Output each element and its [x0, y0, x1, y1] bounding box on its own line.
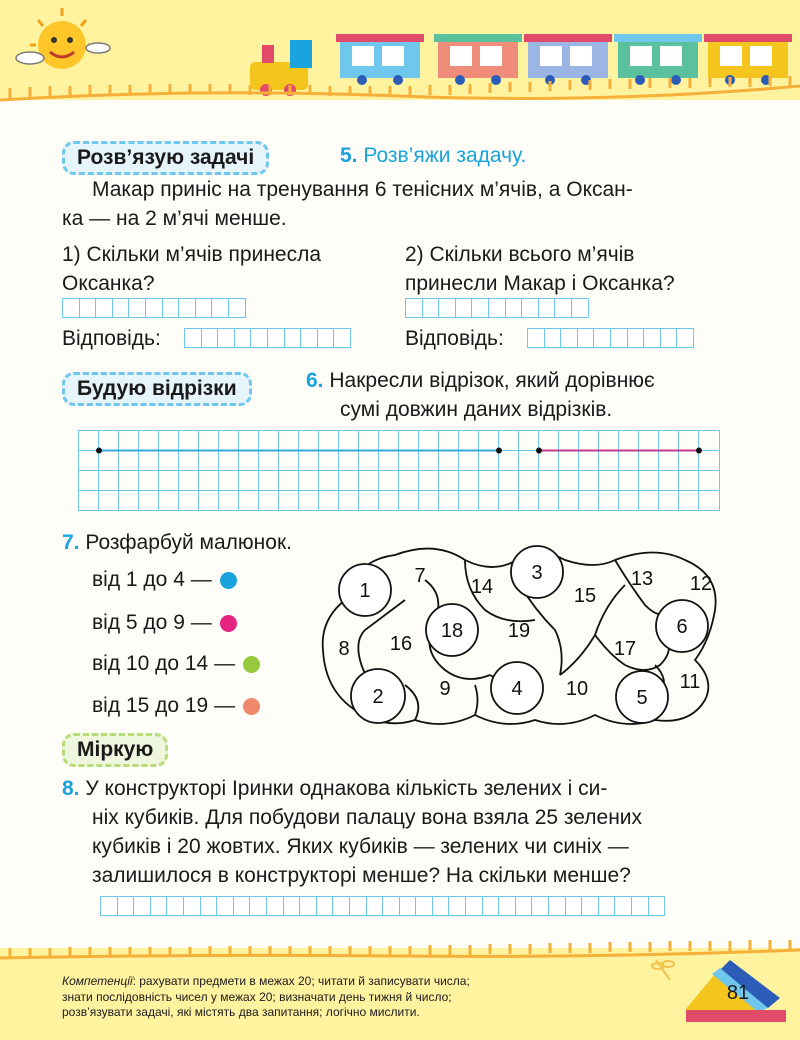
legend-dot-magenta — [220, 615, 237, 632]
task8-text-line1: У конструкторі Іринки однакова кількість зелених і си- — [85, 777, 608, 800]
header-illustration — [0, 0, 800, 120]
legend-label-4: від 15 до 19 — — [92, 694, 236, 717]
region-number: 17 — [613, 638, 637, 660]
region-number: 13 — [630, 568, 654, 590]
region-number: 15 — [573, 585, 597, 607]
task6-text-line1: Накресли відрізок, який дорівнює — [329, 369, 655, 392]
legend-label-1: від 1 до 4 — — [92, 568, 212, 591]
task6-grid[interactable] — [78, 430, 722, 514]
task6-line1 — [306, 366, 746, 395]
section-badge-solve: Розв’язую задачі — [62, 141, 269, 175]
region-number: 10 — [565, 678, 589, 700]
task5-q2-answer-cells[interactable] — [527, 328, 693, 348]
region-number: 12 — [689, 573, 713, 595]
region-number: 3 — [531, 562, 543, 584]
task5-q1-answer-cells[interactable] — [184, 328, 350, 348]
task5-q1-answer-label: Відповідь: — [62, 327, 161, 350]
legend-dot-salmon — [243, 698, 260, 715]
legend-label-2: від 5 до 9 — — [92, 611, 212, 634]
task6-text-line2: сумі довжин даних відрізків. — [340, 398, 613, 421]
region-number: 7 — [414, 565, 426, 587]
task5-q2-line2: принесли Макар і Оксанка? — [405, 272, 675, 295]
task8-number: 8. — [62, 777, 80, 800]
coloring-picture[interactable] — [315, 540, 725, 735]
task5-q1-line1: 1) Скільки м’ячів принесла — [62, 243, 322, 266]
task5-heading — [340, 141, 526, 170]
region-number: 16 — [389, 633, 413, 655]
task8-answer-cells[interactable] — [100, 896, 664, 916]
task6-number: 6. — [306, 369, 324, 392]
legend-row-4 — [92, 694, 260, 718]
region-number: 1 — [359, 580, 371, 602]
region-number: 9 — [439, 678, 451, 700]
region-number: 2 — [372, 686, 384, 708]
legend-row-2 — [92, 611, 237, 635]
task8-text-line3: кубиків і 20 жовтих. Яких кубиків — зелених чи синіх — — [92, 835, 629, 858]
legend-row-1 — [92, 568, 237, 592]
region-number: 14 — [470, 576, 494, 598]
task5-text-line1: Макар приніс на тренування 6 тенісних м’ячів, а Оксан- — [92, 178, 633, 201]
task8-text-line4: залишилося в конструкторі менше? На скільки менше? — [92, 864, 631, 887]
task5-q1-line2: Оксанка? — [62, 272, 155, 295]
legend-dot-blue — [220, 572, 237, 589]
task7-title: Розфарбуй малюнок. — [85, 531, 292, 554]
task7-heading — [62, 528, 292, 557]
region-number: 18 — [440, 620, 464, 642]
task8-line1-row — [62, 774, 607, 803]
competencies-line2: знати послідовність чисел у межах 20; визначати день тижня й число; — [62, 989, 452, 1004]
task8-text-line2: ніх кубиків. Для побудови палацу вона взяла 25 зелених — [92, 806, 643, 829]
region-number: 8 — [338, 638, 350, 660]
region-number: 11 — [679, 671, 701, 693]
page-number: 81 — [726, 982, 750, 1004]
region-number: 6 — [676, 616, 688, 638]
task5-title: Розв’яжи задачу. — [363, 144, 527, 167]
legend-row-3 — [92, 652, 260, 676]
competencies-line1: : рахувати предмети в межах 20; читати й записувати числа; — [132, 974, 470, 988]
task5-q1-solution-cells[interactable] — [62, 298, 245, 318]
legend-label-3: від 10 до 14 — — [92, 652, 236, 675]
legend-dot-green — [243, 656, 260, 673]
task7-number: 7. — [62, 531, 80, 554]
region-number: 4 — [511, 678, 523, 700]
dragonfly-icon — [652, 960, 674, 980]
competencies-line3: розв’язувати задачі, які містять два запитання; логічно мислити. — [62, 1005, 420, 1019]
competencies-label: Компетенції — [62, 974, 133, 988]
task5-q2-solution-cells[interactable] — [405, 298, 588, 318]
blocks-icon — [640, 950, 790, 1030]
section-badge-reasoning: Міркую — [62, 733, 168, 767]
task5-text-line2: ка — на 2 м’ячі менше. — [62, 207, 287, 230]
task5-q2-line1: 2) Скільки всього м’ячів — [405, 243, 635, 266]
region-number: 5 — [636, 687, 648, 709]
competencies-text — [62, 974, 582, 1021]
task5-q2-answer-label: Відповідь: — [405, 327, 504, 350]
task5-number: 5. — [340, 144, 358, 167]
region-number: 19 — [507, 620, 531, 642]
section-badge-segments: Будую відрізки — [62, 372, 252, 406]
